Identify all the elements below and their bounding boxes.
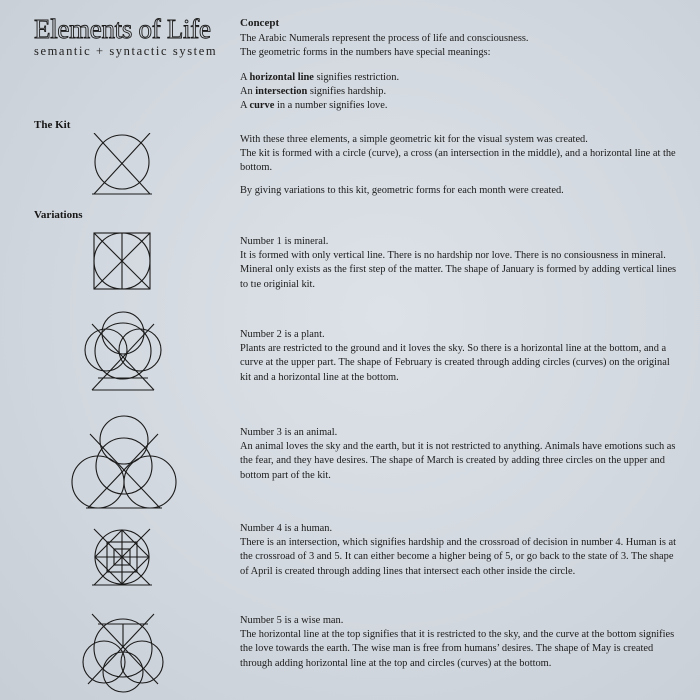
variation-title: Number 2 is a plant. (240, 329, 325, 340)
kit-text-2: The kit is formed with a circle (curve), a cross (an intersection in the middle), and a horizontal line at the bottom. (240, 148, 676, 174)
variation-body: There is an intersection, which signifies hardship and the crossroad of decision in number 4. Human is at the crossroad of 3 and 5. It can either become a higher being of 5, or go back to the state of 3. The shape of April is created through adding lines that intersect each other inside the circle. (240, 537, 677, 577)
concept-rule-intersection: An intersection signifies hardship. (240, 85, 387, 97)
concept-intro-2: The geometric forms in the numbers have special meanings: (240, 47, 491, 59)
variation-body: An animal loves the sky and the earth, but it is not restricted to anything. Animals have emotions such as the fear, and they have desires. The shape of March is created by adding three circles on the upper and bottom part of the kit. (240, 441, 676, 481)
february-glyph (78, 306, 168, 396)
variation-body: Plants are restricted to the ground and it loves the sky. So there is a horizontal line at the bottom, and a curve at the upper part. The shape of February is created through adding circles (curves) on the original kit and a horizontal line at the bottom. (240, 343, 670, 383)
page-title: Elements of Life (34, 14, 211, 44)
variation-item (240, 614, 680, 671)
kit-label: The Kit (34, 119, 71, 131)
concept-rule-horizontal-line: A horizontal line signifies restriction. (240, 71, 400, 83)
kit-text-1: With these three elements, a simple geometric kit for the visual system was created. (240, 134, 588, 145)
may-glyph (78, 608, 168, 694)
variation-item (240, 522, 680, 579)
concept-heading: Concept (240, 17, 280, 29)
variation-item (240, 426, 680, 483)
march-glyph (64, 414, 184, 510)
kit-section (240, 133, 680, 198)
april-glyph (90, 526, 154, 590)
variation-body: The horizontal line at the top signifies that it is restricted to the sky, and the curve at the bottom signifies the love towards the earth. The wise man is free from humans’ desires. The shape of May is created through adding horizontal line at the top and circles (curves) at the bottom. (240, 629, 675, 669)
variation-title: Number 5 is a wise man. (240, 615, 344, 626)
january-glyph (88, 227, 156, 295)
variations-label: Variations (34, 209, 83, 221)
variation-body: It is formed with only vertical line. There is no hardship nor love. There is no consiousness in mineral. Mineral only exists as the first step of the matter. The shape of January is formed by adding vertical lines to tıe originial kit. (240, 250, 677, 290)
variation-title: Number 1 is mineral. (240, 236, 329, 247)
page-subtitle: semantic + syntactic system (34, 44, 218, 58)
variation-item (240, 235, 680, 292)
concept-section (240, 16, 680, 113)
concept-intro-1: The Arabic Numerals represent the process of life and consciousness. (240, 33, 529, 45)
variation-item (240, 328, 680, 385)
concept-rule-curve: A curve in a number signifies love. (240, 100, 388, 112)
kit-text-3: By giving variations to this kit, geometric forms for each month were created. (240, 184, 564, 196)
kit-glyph (88, 133, 156, 199)
variation-title: Number 3 is an animal. (240, 427, 338, 438)
variation-title: Number 4 is a human. (240, 523, 333, 534)
